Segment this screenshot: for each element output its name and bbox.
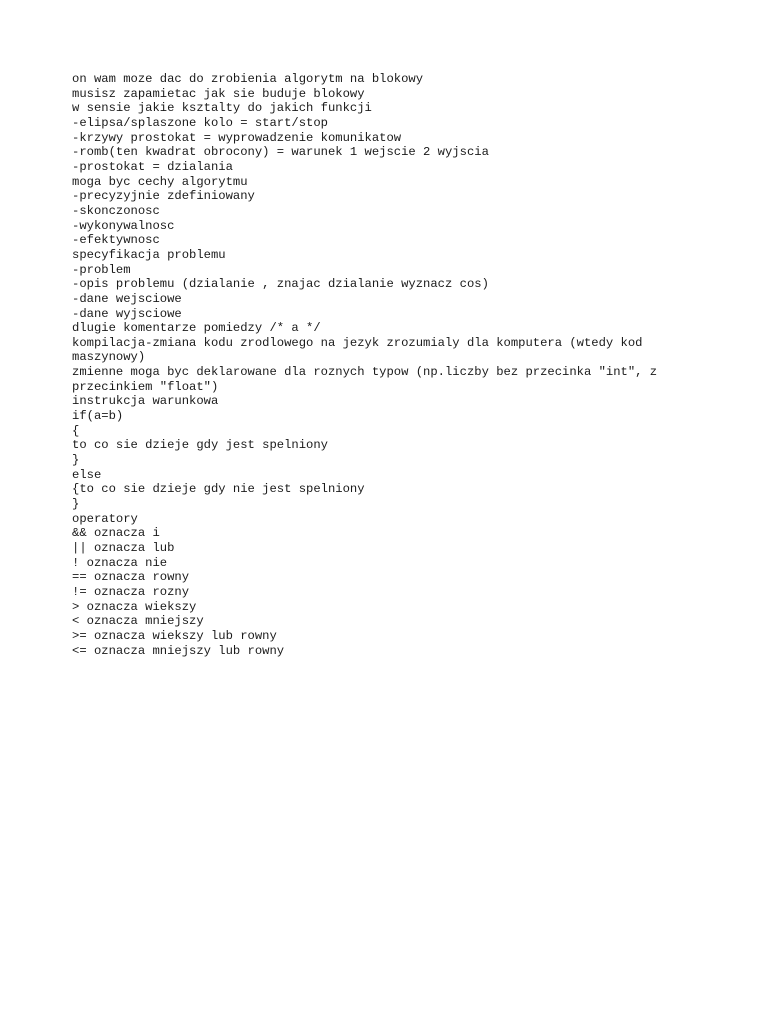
text-line: >= oznacza wiekszy lub rowny: [72, 628, 277, 643]
text-line: moga byc cechy algorytmu: [72, 174, 248, 189]
text-line: {to co sie dzieje gdy nie jest spelniony: [72, 482, 365, 497]
text-line: musisz zapamietac jak sie buduje blokowy: [72, 86, 365, 101]
document-body: [72, 72, 684, 658]
text-line: || oznacza lub: [72, 541, 175, 555]
text-line: > oznacza wiekszy: [72, 599, 197, 614]
text-line: -problem: [72, 262, 131, 277]
text-line: instrukcja warunkowa: [72, 394, 219, 409]
text-line: w sensie jakie ksztalty do jakich funkcji: [72, 101, 372, 116]
text-line: <= oznacza mniejszy lub rowny: [72, 643, 285, 658]
text-line: }: [72, 497, 80, 512]
text-line: -efektywnosc: [72, 233, 160, 248]
text-line: -skonczonosc: [72, 203, 160, 218]
text-line: operatory: [72, 511, 138, 526]
text-line: && oznacza i: [72, 526, 160, 541]
text-line: -elipsa/splaszone kolo = start/stop: [72, 115, 328, 130]
text-line: != oznacza rozny: [72, 584, 190, 599]
text-line: -krzywy prostokat = wyprowadzenie komunikatow: [72, 130, 402, 145]
text-line: -opis problemu (dzialanie , znajac dzialanie wyznacz cos): [72, 277, 489, 292]
text-line: -precyzyjnie zdefiniowany: [72, 189, 255, 204]
text-line: to co sie dzieje gdy jest spelniony: [72, 438, 328, 453]
text-line: kompilacja-zmiana kodu zrodlowego na jezyk zrozumialy dla komputera (wtedy kod maszynowy): [72, 335, 650, 365]
text-line: on wam moze dac do zrobienia algorytm na blokowy: [72, 72, 424, 86]
text-line: -romb(ten kwadrat obrocony) = warunek 1 wejscie 2 wyjscia: [72, 145, 489, 160]
text-line: if(a=b): [72, 409, 124, 424]
text-line: -dane wejsciowe: [72, 291, 182, 306]
text-line: {: [72, 423, 80, 438]
text-line: ! oznacza nie: [72, 555, 168, 570]
text-line: else: [72, 467, 102, 482]
text-line: zmienne moga byc deklarowane dla roznych typow (np.liczby bez przecinka "int", z przecinkiem "float"): [72, 365, 665, 394]
text-line: dlugie komentarze pomiedzy /* a */: [72, 321, 321, 336]
text-line: < oznacza mniejszy: [72, 614, 204, 629]
text-line: -dane wyjsciowe: [72, 306, 182, 321]
text-line: }: [72, 453, 80, 468]
text-line: specyfikacja problemu: [72, 247, 226, 262]
text-line: -wykonywalnosc: [72, 218, 175, 233]
text-line: -prostokat = dzialania: [72, 159, 233, 174]
text-line: == oznacza rowny: [72, 570, 190, 585]
